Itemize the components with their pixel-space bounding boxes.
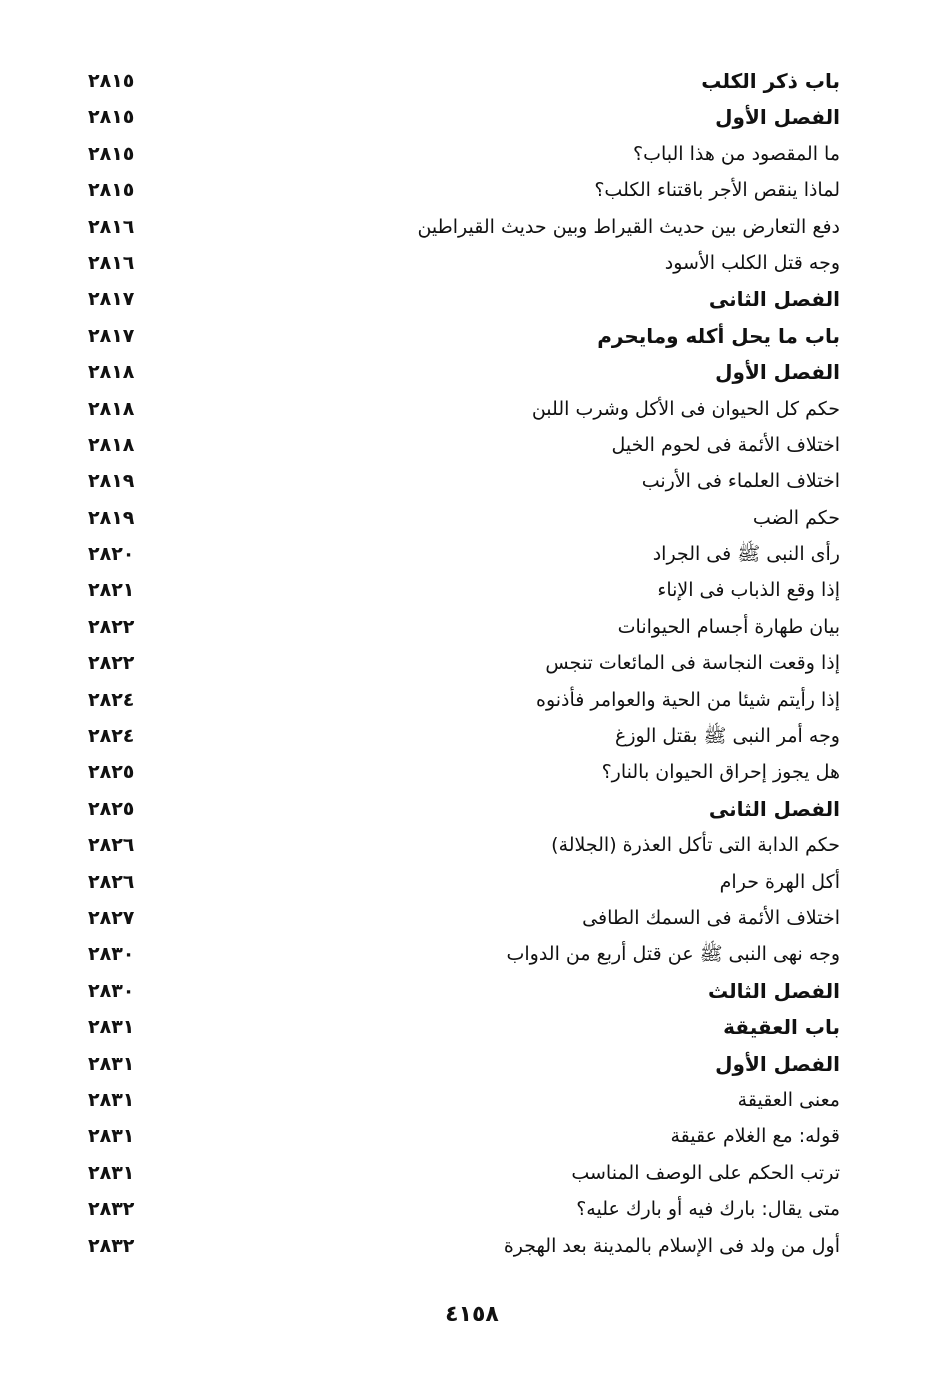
toc-entry-page: ٢٨١٥ [88,106,135,129]
toc-entry-page: ٢٨١٨ [88,397,135,420]
toc-entry-page: ٢٨٣٢ [88,1234,135,1257]
toc-row [80,1192,840,1228]
toc-heading: الفصل الثانى [708,796,840,821]
toc-row [80,1156,840,1192]
toc-entry-page: ٢٨١٩ [88,506,135,529]
toc-entry-title: إذا رأيتم شيئا من الحية والعوامر فأذنوه [536,688,840,711]
toc-entry-title: وجه قتل الكلب الأسود [664,251,840,274]
toc-entry-page: ٢٨١٦ [88,215,135,238]
toc-entry-title: هل يجوز إحراق الحيوان بالنار؟ [601,761,840,784]
toc-row [80,1047,840,1083]
toc-entry-title: رأى النبى ﷺ فى الجراد [652,543,840,566]
toc-entry-page: ٢٨٢٢ [88,652,135,675]
toc-row [80,937,840,973]
toc-row [80,282,840,318]
toc-entry-page: ٢٨١٨ [88,361,135,384]
toc-entry-page: ٢٨٢٥ [88,761,135,784]
toc-entry-page: ٢٨٢٦ [88,834,135,857]
toc-row [80,1010,840,1046]
toc-entry-title: وجه أمر النبى ﷺ بقتل الوزغ [615,725,840,748]
toc-entry-page: ٢٨٣١ [88,1088,135,1111]
toc-entry-page: ٢٨٢٧ [88,906,135,929]
toc-row [80,173,840,209]
toc-row [80,901,840,937]
toc-entry-page: ٢٨٢٤ [88,688,135,711]
toc-entry-title: قوله: مع الغلام عقيقة [670,1125,840,1148]
toc-row [80,1119,840,1155]
toc-entry-title: أول من ولد فى الإسلام بالمدينة بعد الهجرة [503,1234,840,1257]
toc-heading: باب ما يحل أكله ومايحرم [597,323,840,348]
toc-entry-page: ٢٨١٧ [88,324,135,347]
toc-entry-page: ٢٨٢٤ [88,725,135,748]
toc-heading: الفصل الأول [715,105,840,130]
toc-row [80,464,840,500]
toc-entry-page: ٢٨٣٠ [88,979,135,1002]
toc-heading: الفصل الثالث [707,978,840,1003]
toc-row [80,64,840,100]
toc-entry-page: ٢٨٢٥ [88,797,135,820]
toc-entry-page: ٢٨٣١ [88,1052,135,1075]
toc-entry-title: ترتب الحكم على الوصف المناسب [571,1161,840,1184]
toc-entry-title: متى يقال: بارك فيه أو بارك عليه؟ [576,1198,840,1221]
toc-entry-title: إذا وقع الذباب فى الإناء [657,579,840,602]
toc-heading: الفصل الأول [715,360,840,385]
toc-entry-title: حكم كل الحيوان فى الأكل وشرب اللبن [531,397,840,420]
toc-entry-title: أكل الهرة حرام [719,870,840,893]
toc-row [80,319,840,355]
toc-row [80,137,840,173]
toc-row [80,100,840,136]
toc-entry-page: ٢٨٢٠ [88,543,135,566]
toc-entry-page: ٢٨٣٠ [88,943,135,966]
toc-row [80,537,840,573]
toc-row [80,428,840,464]
toc-row [80,392,840,428]
toc-row [80,610,840,646]
toc-entry-page: ٢٨٣١ [88,1016,135,1039]
page-number: ٤١٥٨ [445,1302,499,1327]
toc-heading: باب ذكر الكلب [701,69,840,93]
toc-entry-page: ٢٨٢٦ [88,870,135,893]
toc-row [80,683,840,719]
toc-entry-title: اختلاف العلماء فى الأرنب [641,470,840,493]
toc-entry-title: ما المقصود من هذا الباب؟ [632,142,840,165]
toc-row [80,1229,840,1265]
toc-row [80,501,840,537]
toc-entry-page: ٢٨٣١ [88,1125,135,1148]
toc-row [80,755,840,791]
toc-entry-page: ٢٨١٧ [88,288,135,311]
toc-entry-title: إذا وقعت النجاسة فى المائعات تنجس [545,652,840,675]
toc-heading: باب العقيقة [723,1015,840,1040]
toc-entry-title: وجه نهى النبى ﷺ عن قتل أربع من الدواب [506,943,840,966]
toc-entry-page: ٢٨١٨ [88,433,135,456]
toc-row [80,246,840,282]
toc-entry-title: معنى العقيقة [737,1088,840,1111]
toc-heading: الفصل الثانى [708,287,840,312]
toc-row [80,974,840,1010]
toc-row [80,828,840,864]
toc-row [80,865,840,901]
toc-row [80,719,840,755]
toc-entry-page: ٢٨٢١ [88,579,135,602]
toc-entry-page: ٢٨١٥ [88,142,135,165]
toc-row [80,646,840,682]
toc-entry-page: ٢٨٣٢ [88,1198,135,1221]
toc-entry-page: ٢٨٣١ [88,1161,135,1184]
toc-entry-page: ٢٨١٦ [88,251,135,274]
toc-entry-page: ٢٨١٩ [88,470,135,493]
toc-entry-title: اختلاف الأئمة فى لحوم الخيل [611,433,840,456]
toc-entry-title: لماذا ينقص الأجر باقتناء الكلب؟ [594,179,840,202]
toc-entry-page: ٢٨١٥ [88,179,135,202]
toc-row [80,355,840,391]
table-of-contents [80,64,840,1265]
toc-entry-page: ٢٨١٥ [88,70,135,92]
toc-entry-title: اختلاف الأئمة فى السمك الطافى [582,906,840,929]
toc-row [80,573,840,609]
toc-row [80,1083,840,1119]
toc-row [80,210,840,246]
toc-entry-title: حكم الدابة التى تأكل العذرة (الجلالة) [551,834,840,857]
toc-heading: الفصل الأول [715,1051,840,1076]
toc-row [80,792,840,828]
toc-entry-title: دفع التعارض بين حديث القيراط وبين حديث القيراطين [417,215,840,238]
toc-entry-title: حكم الضب [752,506,840,529]
toc-entry-title: بيان طهارة أجسام الحيوانات [617,615,840,638]
toc-entry-page: ٢٨٢٢ [88,615,135,638]
